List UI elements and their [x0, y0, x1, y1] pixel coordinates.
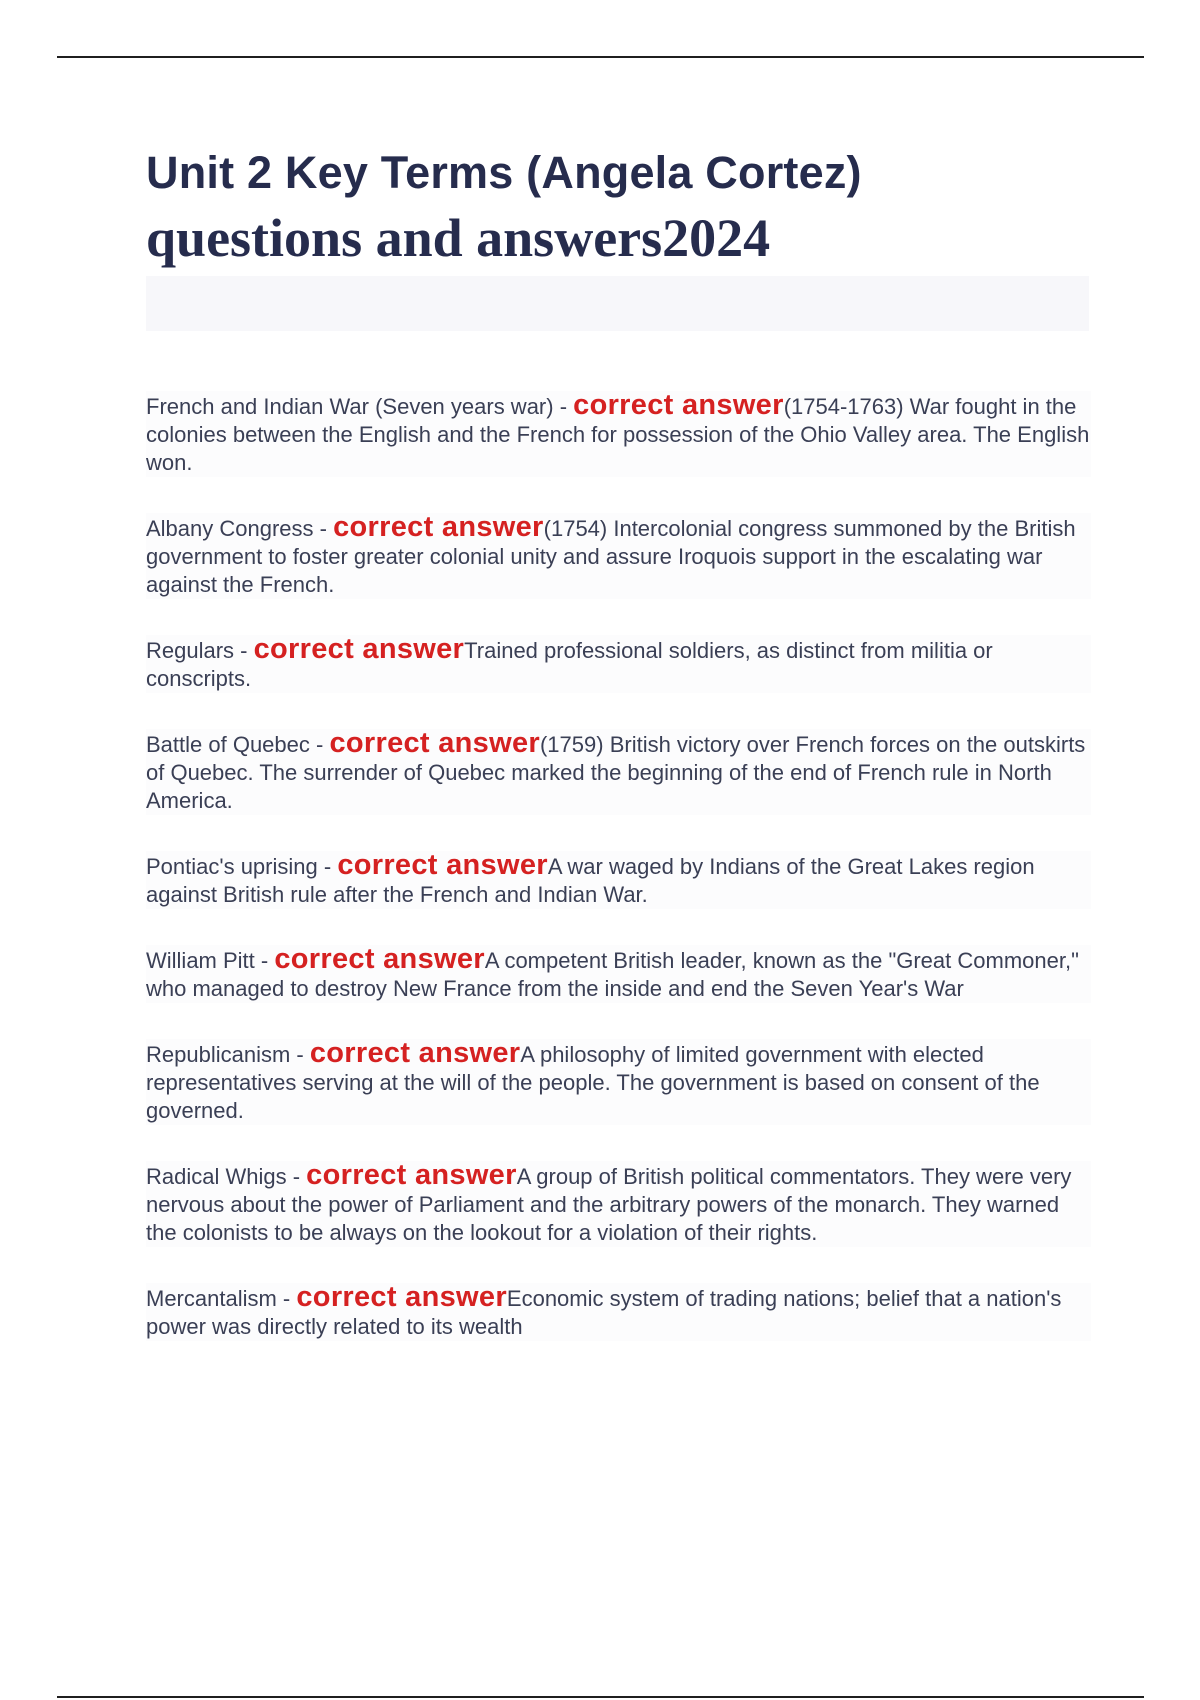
term-item — [146, 391, 1091, 477]
term-definition: A war waged by Indians of the Great Lakes region against British rule after the French and Indian War. — [146, 854, 1035, 907]
term-definition: A group of British political commentators. They were very nervous about the power of Parliament and the arbitrary powers of the monarch. They warned the colonists to be always on the lookout for a violation of their rights. — [146, 1164, 1072, 1245]
title-underlay-band — [146, 276, 1089, 331]
term-name: Battle of Quebec — [146, 732, 310, 757]
term-definition: (1754-1763) War fought in the colonies between the English and the French for possession of the Ohio Valley area. The English won. — [146, 394, 1090, 475]
term-name: Regulars — [146, 638, 235, 663]
correct-answer-tag: correct answer — [296, 1281, 507, 1313]
term-separator: - — [234, 638, 254, 663]
term-definition: Economic system of trading nations; belief that a nation's power was directly related to its wealth — [146, 1286, 1062, 1339]
correct-answer-tag: correct answer — [253, 633, 465, 665]
correct-answer-tag: correct answer — [306, 1159, 517, 1191]
term-item — [146, 635, 1091, 693]
term-definition: Trained professional soldiers, as distinct from militia or conscripts. — [146, 638, 993, 691]
title-line-1: Unit 2 Key Terms (Angela Cortez) — [146, 147, 862, 198]
bottom-divider — [57, 1696, 1144, 1698]
top-divider — [57, 56, 1144, 58]
terms-list — [146, 391, 1091, 1377]
document-title — [146, 142, 1096, 272]
term-separator: - — [313, 516, 334, 541]
term-item — [146, 1161, 1091, 1247]
term-name: Mercantalism — [146, 1286, 277, 1311]
correct-answer-tag: correct answer — [337, 849, 548, 881]
term-name: Radical Whigs — [146, 1164, 287, 1189]
term-separator: - — [290, 1042, 310, 1067]
term-separator: - — [276, 1286, 297, 1311]
term-item — [146, 729, 1091, 815]
title-line-2: questions and answers2024 — [146, 208, 771, 268]
term-definition: A competent British leader, known as the "Great Commoner," who managed to destroy New France from the inside and end the Seven Year's War — [146, 948, 1079, 1001]
correct-answer-tag: correct answer — [274, 943, 485, 975]
term-name: Albany Congress — [146, 516, 314, 541]
correct-answer-tag: correct answer — [329, 727, 540, 759]
term-name: Pontiac's uprising — [146, 854, 318, 879]
term-item — [146, 1283, 1091, 1341]
term-separator: - — [553, 394, 574, 419]
term-item — [146, 851, 1091, 909]
correct-answer-tag: correct answer — [573, 389, 784, 421]
term-name: Republicanism — [146, 1042, 291, 1067]
term-separator: - — [254, 948, 275, 973]
term-name: William Pitt — [146, 948, 255, 973]
term-separator: - — [317, 854, 338, 879]
term-item — [146, 1039, 1091, 1125]
term-item — [146, 513, 1091, 599]
term-definition: A philosophy of limited government with elected representatives serving at the will of the people. The government is based on consent of the governed. — [146, 1042, 1040, 1123]
term-definition: (1759) British victory over French forces on the outskirts of Quebec. The surrender of Quebec marked the beginning of the end of French rule in North America. — [146, 732, 1086, 813]
term-item — [146, 945, 1091, 1003]
term-separator: - — [309, 732, 330, 757]
correct-answer-tag: correct answer — [309, 1037, 521, 1069]
term-separator: - — [286, 1164, 307, 1189]
term-name: French and Indian War (Seven years war) — [146, 394, 554, 419]
correct-answer-tag: correct answer — [333, 511, 544, 543]
term-definition: (1754) Intercolonial congress summoned by the British government to foster greater colonial unity and assure Iroquois support in the escalating war against the French. — [146, 516, 1076, 597]
